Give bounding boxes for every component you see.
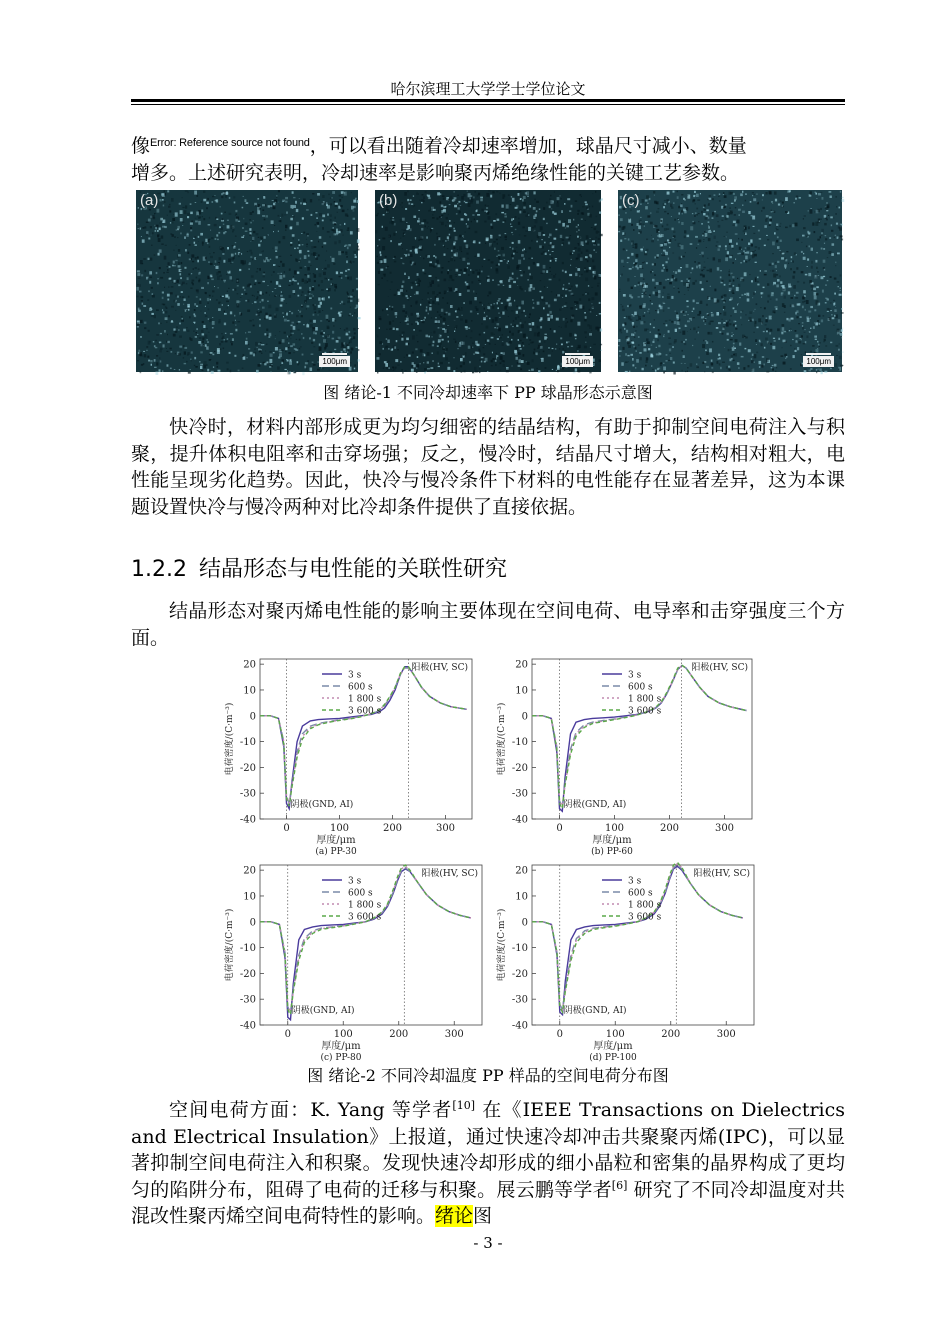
y-tick-label: -30 xyxy=(511,994,528,1006)
legend-label: 3 s xyxy=(628,876,642,887)
y-tick-label: 10 xyxy=(243,685,256,697)
legend-label: 3 s xyxy=(348,670,362,681)
y-tick-label: -30 xyxy=(239,994,256,1006)
paragraph-3: 结晶形态对聚丙烯电性能的影响主要体现在空间电荷、电导率和击穿强度三个方面。 xyxy=(131,600,845,649)
series-line xyxy=(532,865,743,1010)
legend-label: 600 s xyxy=(628,888,653,899)
x-tick-label: 300 xyxy=(716,1029,736,1040)
x-axis-label: 厚度/μm xyxy=(592,835,632,846)
y-tick-label: 0 xyxy=(521,917,528,929)
micrograph-b xyxy=(375,190,601,372)
para4-text-2: 在《IEEE Transactions on Dielectrics and Electrical Insulation》上报道，通过快速冷却冲击共聚聚丙烯(IPC)，可以显著抑制空间电荷注入和积聚。发现快速冷却形成的细小晶粒和密集的晶界构成了更均匀的陷阱分布，阻碍了电荷的迁移与积聚。展云鹏等学者 xyxy=(131,1099,845,1201)
cathode-label: 阴极(GND, AI) xyxy=(290,800,354,810)
anode-label: 阳极(HV, SC) xyxy=(411,663,468,673)
legend-label: 1 800 s xyxy=(348,694,382,705)
y-tick-label: 20 xyxy=(515,659,528,671)
y-tick-label: 0 xyxy=(521,711,528,723)
cathode-label: 阴极(GND, AI) xyxy=(563,800,627,810)
x-tick-label: 300 xyxy=(444,1029,464,1040)
legend-label: 600 s xyxy=(348,888,373,899)
y-tick-label: -40 xyxy=(511,814,528,826)
paragraph-2: 快冷时，材料内部形成更为均匀细密的结晶结构，有助于抑制空间电荷注入与积聚，提升体积电阻率和击穿场强；反之，慢冷时，结晶尺寸增大，结构相对粗大，电性能呈现劣化趋势。因此，快冷与慢冷条件下材料的电性能存在显著差异，这为本课题设置快冷与慢冷两种对比冷却条件提供了直接依据。 xyxy=(131,416,845,518)
legend-label: 3 600 s xyxy=(348,912,382,923)
para1-line2: 增多。上述研究表明，冷却速率是影响聚丙烯绝缘性能的关键工艺参数。 xyxy=(131,161,740,184)
legend-label: 600 s xyxy=(628,682,653,693)
para4-text-4: 图 xyxy=(473,1205,493,1227)
x-tick-label: 100 xyxy=(333,1029,353,1040)
y-axis-label: 电荷密度/(C·m⁻³) xyxy=(225,702,235,776)
y-tick-label: -40 xyxy=(239,814,256,826)
legend-label: 1 800 s xyxy=(628,694,662,705)
legend-label: 600 s xyxy=(348,682,373,693)
y-axis-label: 电荷密度/(C·m⁻³) xyxy=(225,908,235,982)
section-heading xyxy=(131,552,507,583)
y-axis-label: 电荷密度/(C·m⁻³) xyxy=(497,702,507,776)
y-tick-label: -10 xyxy=(511,943,528,955)
x-axis-label: 厚度/μm xyxy=(316,835,356,846)
y-tick-label: -10 xyxy=(511,737,528,749)
micrograph-c xyxy=(618,190,842,372)
header-rule-thin xyxy=(131,104,845,105)
series-line xyxy=(260,865,471,1015)
y-tick-label: -30 xyxy=(511,788,528,800)
micrograph-a xyxy=(136,190,358,372)
space-charge-figure xyxy=(212,647,760,1063)
y-tick-label: 20 xyxy=(243,659,256,671)
y-tick-label: -40 xyxy=(239,1020,256,1032)
x-tick-label: 300 xyxy=(714,823,735,834)
micrograph-label: (c) xyxy=(622,192,640,209)
header-rule-thick xyxy=(131,99,845,102)
anode-label: 阳极(HV, SC) xyxy=(421,869,478,879)
figure1-caption: 图 绪论-1 不同冷却速率下 PP 球晶形态示意图 xyxy=(323,383,653,402)
para1-lead: 像 xyxy=(131,135,151,157)
cathode-label: 阴极(GND, AI) xyxy=(291,1006,355,1016)
x-tick-label: 100 xyxy=(329,823,350,834)
y-tick-label: 20 xyxy=(243,865,256,877)
y-tick-label: 10 xyxy=(515,685,528,697)
y-tick-label: 20 xyxy=(515,865,528,877)
panel-subtitle: (a) PP-30 xyxy=(315,847,357,857)
panel-subtitle: (d) PP-100 xyxy=(589,1053,637,1063)
x-tick-label: 0 xyxy=(556,1029,563,1040)
x-tick-label: 300 xyxy=(435,823,456,834)
y-tick-label: -20 xyxy=(239,968,256,980)
micrograph-texture xyxy=(375,190,601,372)
figure2-caption: 图 绪论-2 不同冷却温度 PP 样品的空间电荷分布图 xyxy=(307,1066,669,1085)
y-tick-label: -10 xyxy=(239,943,256,955)
micrograph-texture xyxy=(136,190,358,372)
paragraph-4 xyxy=(131,1097,845,1230)
y-tick-label: 0 xyxy=(249,711,256,723)
anode-label: 阳极(HV, SC) xyxy=(691,663,748,673)
y-tick-label: 0 xyxy=(249,917,256,929)
x-tick-label: 100 xyxy=(604,823,625,834)
x-tick-label: 200 xyxy=(389,1029,409,1040)
x-axis-label: 厚度/μm xyxy=(593,1041,633,1052)
anode-label: 阳极(HV, SC) xyxy=(693,869,750,879)
citation: [10] xyxy=(452,1099,476,1112)
para4-text-3: 研究了不同冷却温度对共混改性聚丙烯空间电荷特性的影响。 xyxy=(131,1178,845,1227)
paragraph-1 xyxy=(131,130,845,186)
legend-label: 3 s xyxy=(628,670,642,681)
y-tick-label: -20 xyxy=(239,762,256,774)
legend-label: 3 s xyxy=(348,876,362,887)
y-tick-label: -20 xyxy=(511,968,528,980)
y-tick-label: -40 xyxy=(511,1020,528,1032)
micrograph-label: (a) xyxy=(140,192,159,209)
legend-label: 1 800 s xyxy=(628,900,662,911)
micrograph-texture xyxy=(618,190,842,372)
para1-line1: ，可以看出随着冷却速率增加，球晶尺寸减小、数量 xyxy=(309,135,747,157)
y-tick-label: 10 xyxy=(515,891,528,903)
legend-label: 3 600 s xyxy=(348,706,382,717)
x-tick-label: 200 xyxy=(661,1029,681,1040)
legend-label: 3 600 s xyxy=(628,912,662,923)
x-tick-label: 200 xyxy=(382,823,403,834)
y-tick-label: -10 xyxy=(239,737,256,749)
scale-bar: 100μm xyxy=(562,356,593,367)
micrograph-label: (b) xyxy=(379,192,398,209)
x-tick-label: 100 xyxy=(605,1029,625,1040)
y-tick-label: -20 xyxy=(511,762,528,774)
y-tick-label: 10 xyxy=(243,891,256,903)
page-number: - 3 - xyxy=(473,1234,503,1252)
x-tick-label: 200 xyxy=(659,823,680,834)
citation: [6] xyxy=(611,1178,628,1192)
panel-subtitle: (b) PP-60 xyxy=(591,847,633,857)
running-header: 哈尔滨理工大学学士学位论文 xyxy=(390,80,586,98)
x-tick-label: 0 xyxy=(556,823,563,834)
panel-subtitle: (c) PP-80 xyxy=(320,1053,362,1063)
x-tick-label: 0 xyxy=(284,1029,291,1040)
scale-bar: 100μm xyxy=(319,356,350,367)
y-tick-label: -30 xyxy=(239,788,256,800)
section-number: 1.2.2 xyxy=(131,557,187,582)
section-title: 结晶形态与电性能的关联性研究 xyxy=(198,557,507,582)
legend-label: 1 800 s xyxy=(348,900,382,911)
legend-label: 3 600 s xyxy=(628,706,662,717)
y-axis-label: 电荷密度/(C·m⁻³) xyxy=(497,908,507,982)
scale-bar: 100μm xyxy=(803,356,834,367)
x-axis-label: 厚度/μm xyxy=(321,1041,361,1052)
x-tick-label: 0 xyxy=(283,823,290,834)
highlighted-text: 绪论 xyxy=(435,1205,474,1227)
reference-error: Error: Reference source not found xyxy=(150,137,310,149)
cathode-label: 阴极(GND, AI) xyxy=(563,1006,627,1016)
para4-text-1: 空间电荷方面：K. Yang 等学者 xyxy=(169,1099,453,1121)
